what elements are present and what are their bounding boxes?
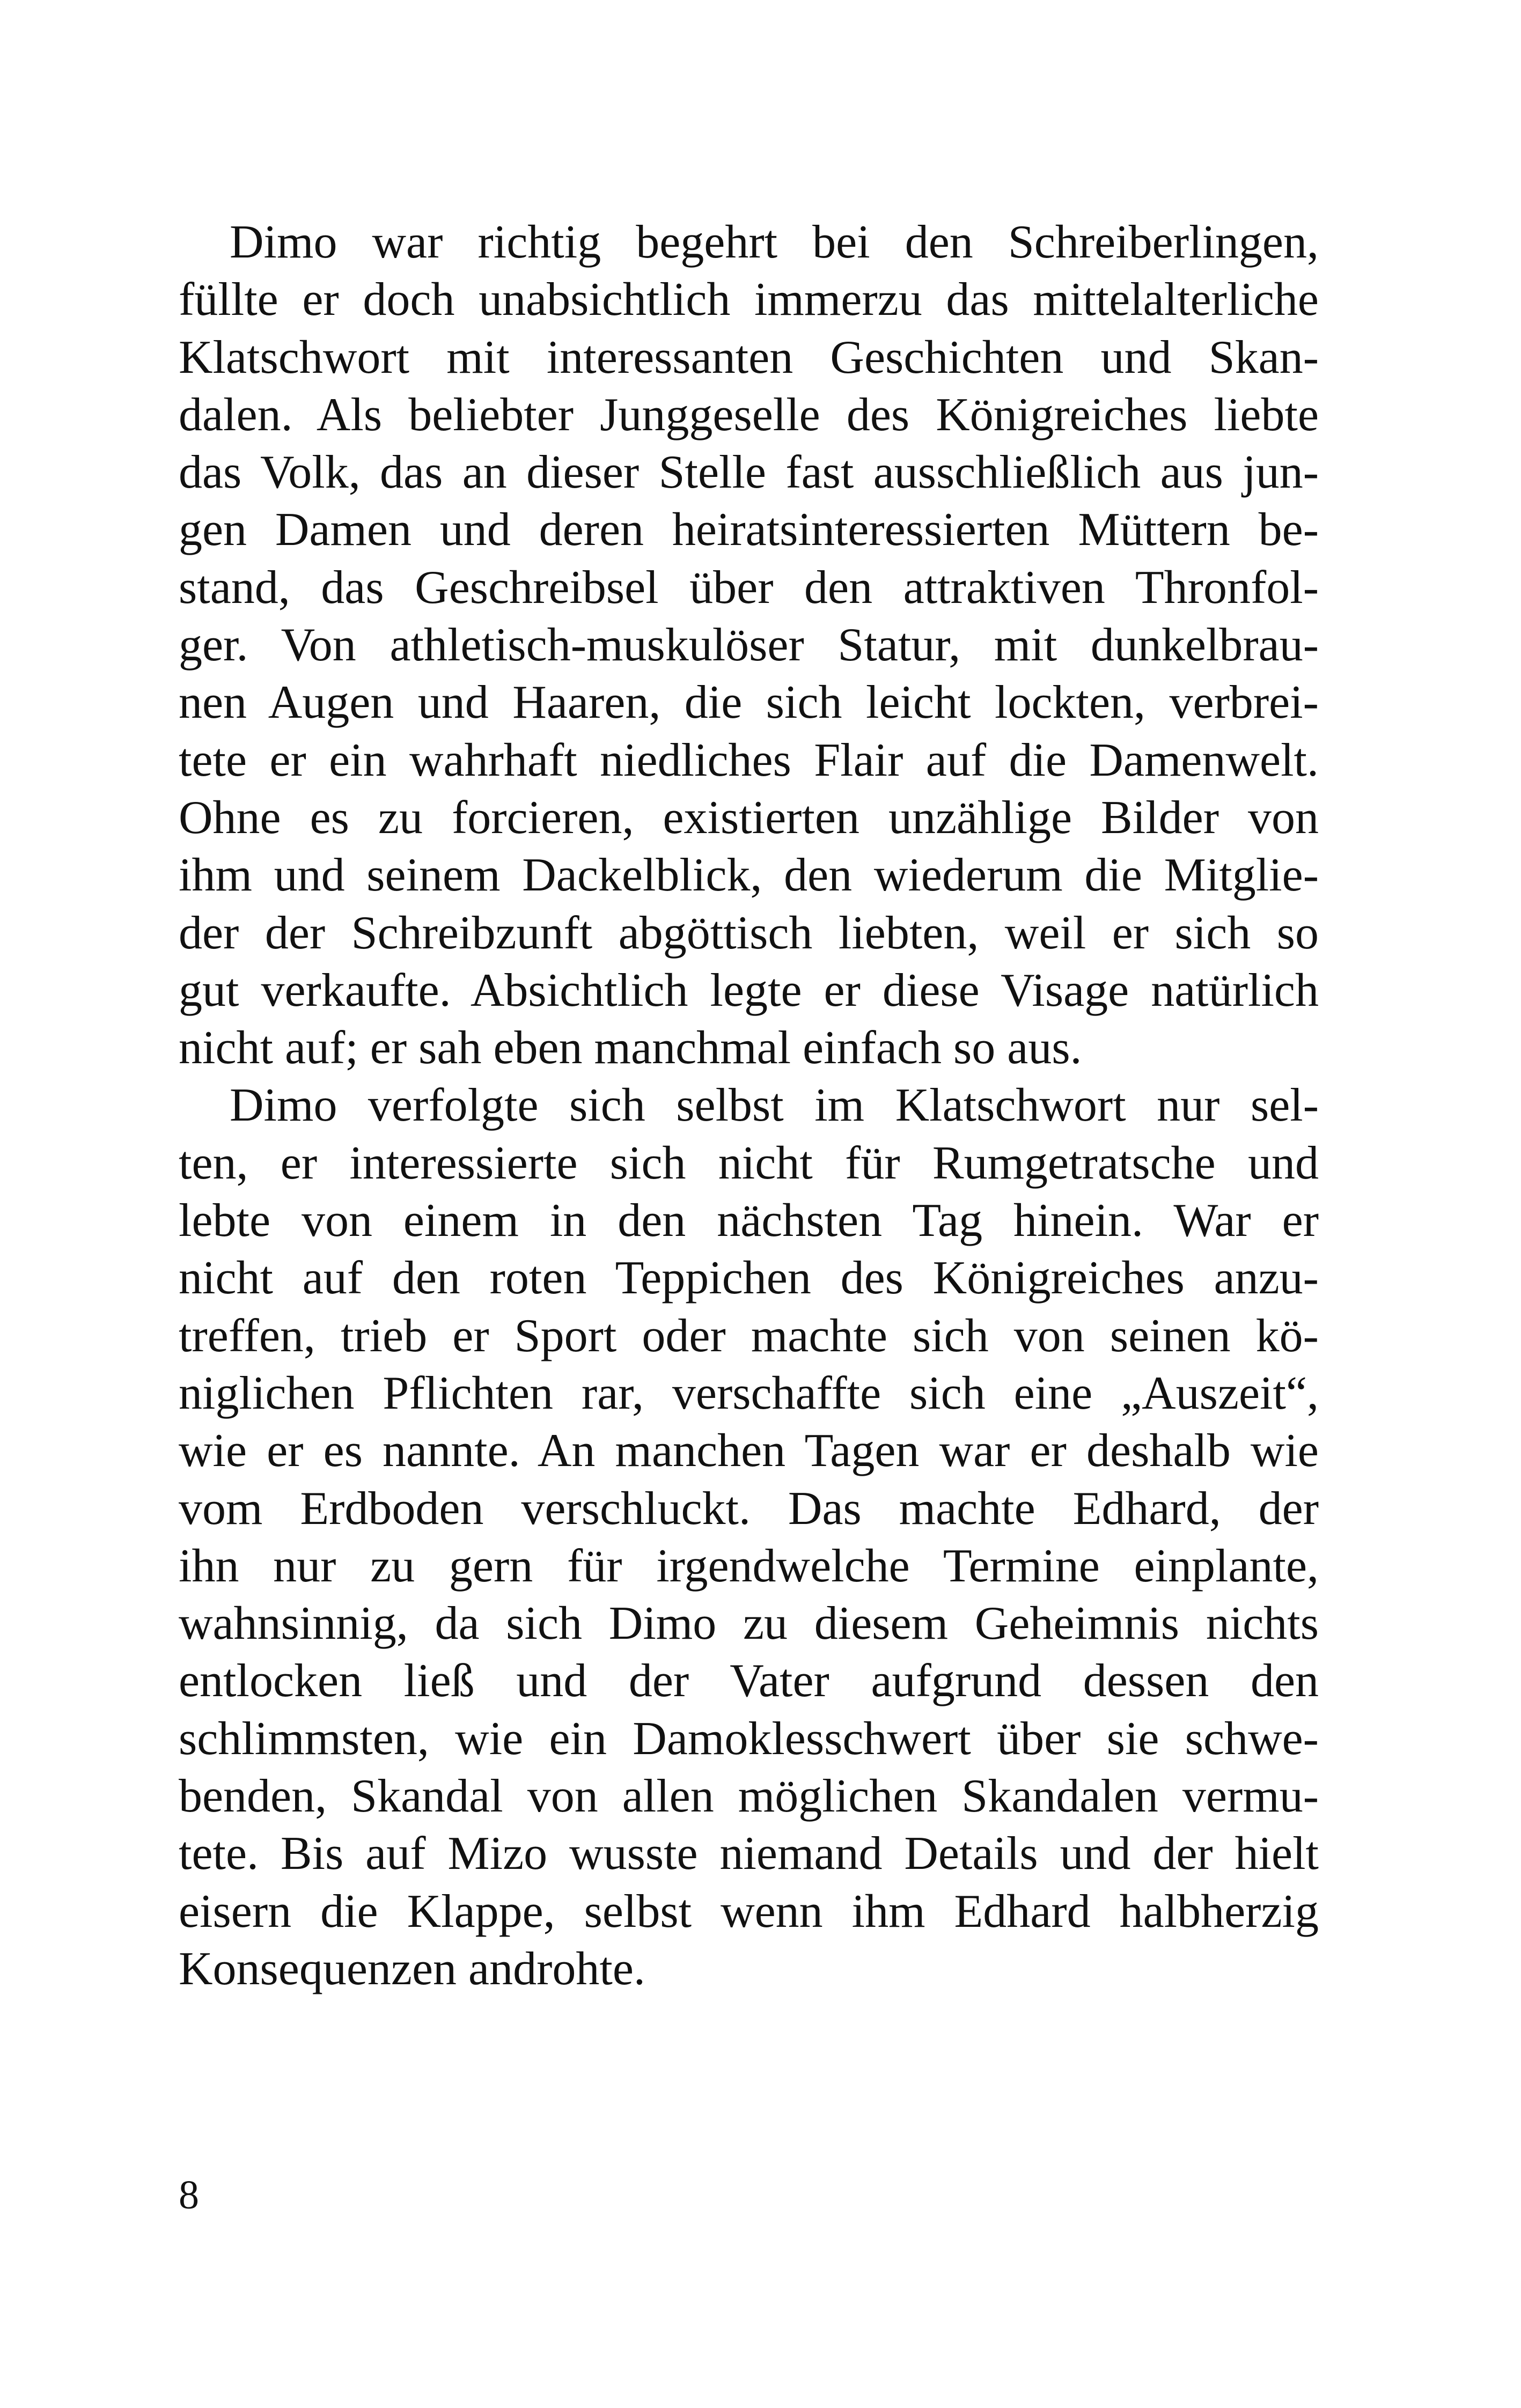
text-line: ger. Von athletisch-muskulöser Statur, mit dunkelbrau- xyxy=(179,619,1319,672)
text-line: der der Schreibzunft abgöttisch liebten, weil er sich so xyxy=(179,907,1319,959)
body-text xyxy=(179,213,1319,1998)
text-line: nen Augen und Haaren, die sich leicht lockten, verbrei- xyxy=(179,676,1319,729)
text-line: tete. Bis auf Mizo wusste niemand Details und der hielt xyxy=(179,1828,1319,1880)
paragraph-2 xyxy=(179,1077,1319,1998)
text-line: benden, Skandal von allen möglichen Skandalen vermu- xyxy=(179,1770,1319,1823)
text-line: Klatschwort mit interessanten Geschichten und Skan- xyxy=(179,331,1319,384)
text-line: niglichen Pflichten rar, verschaffte sich eine „Auszeit“, xyxy=(179,1367,1319,1419)
text-line: stand, das Geschreibsel über den attraktiven Thronfol- xyxy=(179,561,1319,614)
text-line: wie er es nannte. An manchen Tagen war er deshalb wie xyxy=(179,1425,1319,1477)
text-line: nicht auf; er sah eben manchmal einfach so aus. xyxy=(179,1022,1082,1074)
text-line: füllte er doch unabsichtlich immerzu das mittelalterliche xyxy=(179,274,1319,326)
text-line: entlocken ließ und der Vater aufgrund dessen den xyxy=(179,1655,1319,1707)
paragraph-1 xyxy=(179,213,1319,1077)
text-line: treffen, trieb er Sport oder machte sich von seinen kö- xyxy=(179,1309,1319,1362)
text-line: ihm und seinem Dackelblick, den wiederum die Mitglie- xyxy=(179,849,1319,902)
text-line: ihn nur zu gern für irgendwelche Termine einplante, xyxy=(179,1540,1319,1592)
text-line: vom Erdboden verschluckt. Das machte Edhard, der xyxy=(179,1482,1319,1535)
text-line: Konsequenzen androhte. xyxy=(179,1942,645,1995)
text-line: tete er ein wahrhaft niedliches Flair auf die Damenwelt. xyxy=(179,734,1319,786)
text-line: eisern die Klappe, selbst wenn ihm Edhard halbherzig xyxy=(179,1885,1319,1938)
text-line: Dimo war richtig begehrt bei den Schreiberlingen, xyxy=(230,216,1319,268)
text-line: Ohne es zu forcieren, existierten unzählige Bilder von xyxy=(179,791,1319,844)
text-line: wahnsinnig, da sich Dimo zu diesem Geheimnis nichts xyxy=(179,1597,1319,1650)
text-line: Dimo verfolgte sich selbst im Klatschwort nur sel- xyxy=(230,1079,1319,1132)
text-line: nicht auf den roten Teppichen des Königreiches anzu- xyxy=(179,1252,1319,1305)
text-line: lebte von einem in den nächsten Tag hinein. War er xyxy=(179,1195,1319,1247)
page-number: 8 xyxy=(179,2173,199,2218)
text-line: gut verkaufte. Absichtlich legte er diese Visage natürlich xyxy=(179,964,1319,1017)
text-line: gen Damen und deren heiratsinteressierten Müttern be- xyxy=(179,504,1319,556)
text-line: ten, er interessierte sich nicht für Rumgetratsche und xyxy=(179,1137,1319,1189)
text-line: dalen. Als beliebter Junggeselle des Königreiches liebte xyxy=(179,388,1319,441)
text-line: das Volk, das an dieser Stelle fast ausschließlich aus jun- xyxy=(179,446,1319,499)
text-line: schlimmsten, wie ein Damoklesschwert über sie schwe- xyxy=(179,1712,1319,1765)
